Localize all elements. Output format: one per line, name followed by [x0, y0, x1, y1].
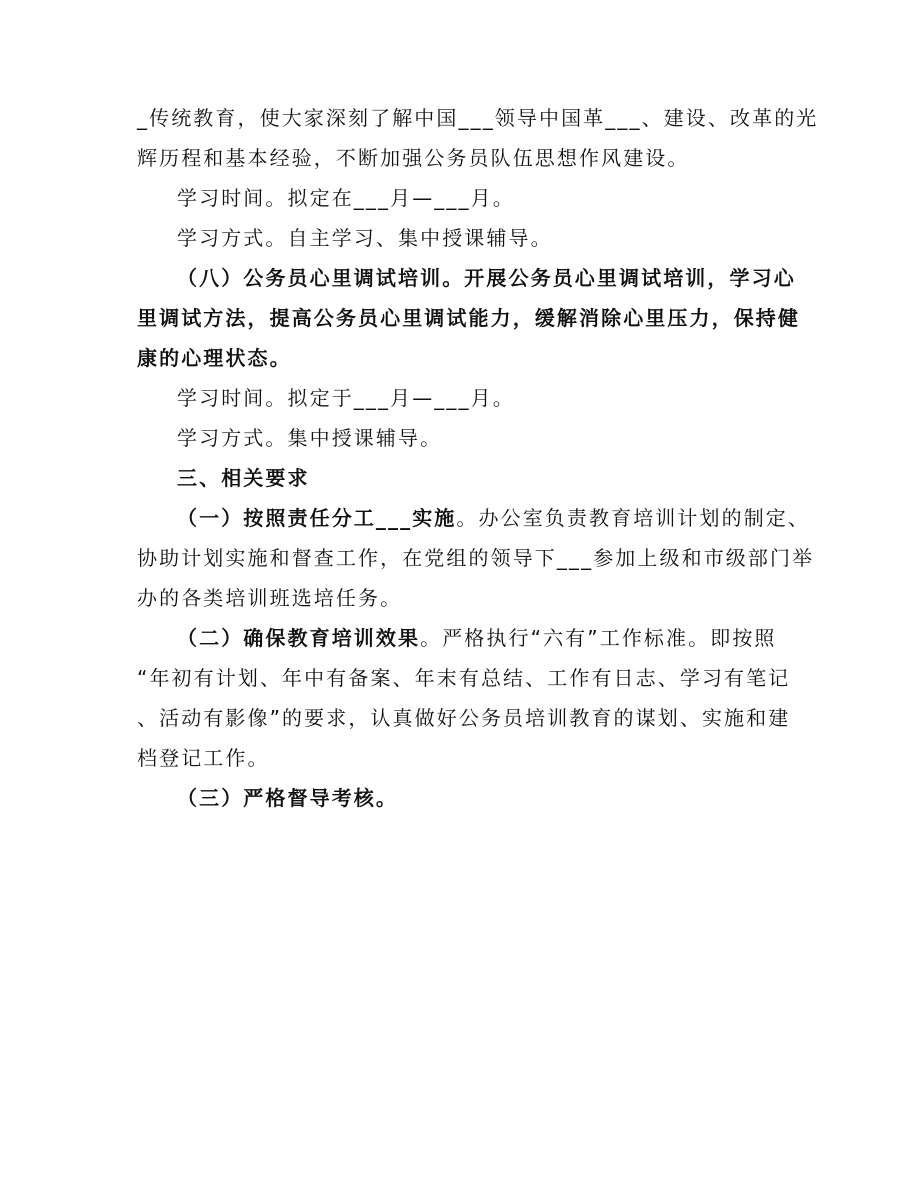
study-time-2: 学习时间。拟定于___月—___月。 [177, 386, 515, 410]
requirement-1-line3: 办的各类培训班选培任务。 [137, 586, 403, 610]
section-8-line3: 康的心理状态。 [137, 346, 292, 370]
requirement-1-title: （一）按照责任分工___实施 [177, 506, 457, 530]
requirement-2-line3: 、活动有影像”的要求，认真做好公务员培训教育的谋划、实施和建 [137, 706, 791, 730]
requirement-1-line1-rest: 。办公室负责教育培训计划的制定、 [456, 506, 811, 530]
requirement-1-line2: 协助计划实施和督查工作，在党组的领导下___参加上级和市级部门举 [137, 546, 815, 570]
section-8-line2: 里调试方法，提高公务员心里调试能力，缓解消除心里压力，保持健 [137, 306, 800, 330]
requirement-2-line1-rest: 。严格执行“六有”工作标准。即按照 [420, 626, 777, 650]
para1-line1: _传统教育，使大家深刻了解中国___领导中国革___、建设、改革的光 [137, 106, 819, 130]
section-8-line1: （八）公务员心里调试培训。开展公务员心里调试培训，学习心 [177, 266, 796, 290]
section-heading: 三、相关要求 [177, 466, 310, 490]
requirement-2-line2: “年初有计划、年中有备案、年末有总结、工作有日志、学习有笔记 [137, 666, 791, 690]
document-page [137, 98, 819, 818]
requirement-2-title: （二）确保教育培训效果 [177, 626, 421, 650]
para1-line2: 辉历程和基本经验，不断加强公务员队伍思想作风建设。 [137, 146, 690, 170]
requirement-1-line1 [137, 498, 811, 538]
requirement-2-line4: 档登记工作。 [137, 746, 270, 770]
requirement-2-line1 [137, 618, 777, 658]
requirement-3-title: （三）严格督导考核。 [177, 786, 398, 810]
study-method-2: 学习方式。集中授课辅导。 [177, 426, 443, 450]
study-time-1: 学习时间。拟定在___月—___月。 [177, 186, 515, 210]
study-method-1: 学习方式。自主学习、集中授课辅导。 [177, 226, 553, 250]
